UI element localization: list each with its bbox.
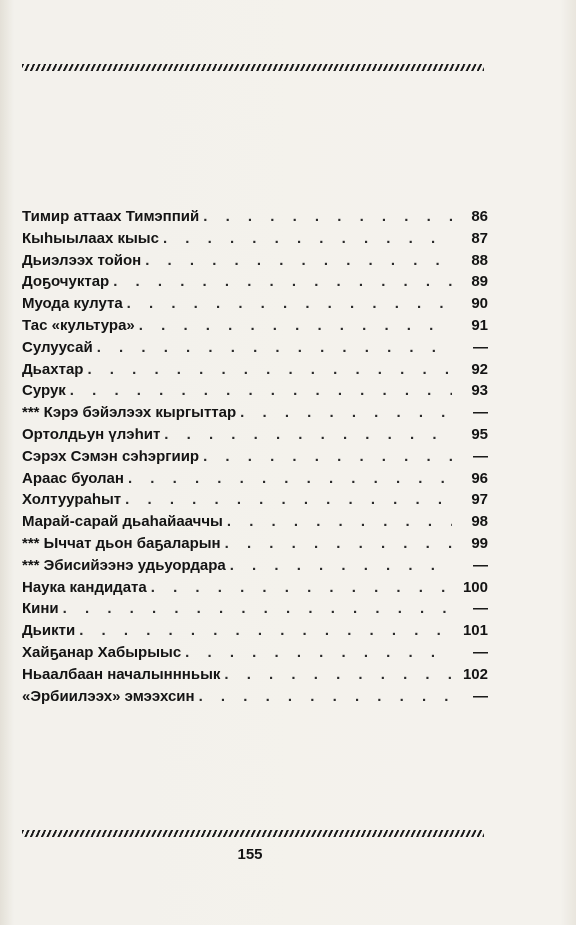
toc-entry: [22, 228, 488, 250]
toc-entry: [22, 468, 488, 490]
toc-entry-page: 101: [462, 622, 488, 640]
toc-entry-title: Наука кандидата: [22, 578, 147, 596]
toc-entry-title: Муода кулута: [22, 295, 123, 313]
dot-leader: [203, 446, 452, 468]
toc-entry-page: 102: [462, 665, 488, 683]
toc-entry-title: Дьиэлээх тойон: [22, 251, 142, 269]
toc-entry: [22, 620, 488, 642]
toc-entry-page: 97: [471, 491, 488, 509]
toc-entry: [22, 337, 488, 359]
toc-entry: [22, 424, 488, 446]
toc-entry-title: Кыһыылаах кыыс: [22, 229, 159, 247]
dot-leader: [203, 206, 452, 228]
toc-entry: [22, 402, 488, 424]
dot-leader: [151, 577, 452, 599]
toc-entry: [22, 446, 488, 468]
toc-entry-title: «Эрбиилээх» эмээхсин: [22, 687, 195, 705]
dot-leader: [63, 598, 452, 620]
dot-leader: [240, 402, 452, 424]
toc-entry-page: 95: [471, 425, 488, 443]
toc-entry-title: Марай-сарай дьаһайааччы: [22, 513, 223, 531]
top-ornamental-rule: [22, 64, 484, 71]
dot-leader: [225, 533, 452, 555]
toc-entry-title: Сулуусай: [22, 338, 93, 356]
dot-leader: [199, 686, 452, 708]
dot-leader: [145, 250, 452, 272]
dot-leader: [70, 380, 452, 402]
toc-entry-title: Тас «культура»: [22, 316, 135, 334]
toc-entry: [22, 598, 488, 620]
toc-entry-page: —: [473, 404, 488, 422]
toc-entry-title: *** Кэрэ бэйэлээх кыргыттар: [22, 404, 237, 422]
toc-entry-page: —: [473, 447, 488, 465]
dot-leader: [163, 228, 452, 250]
toc-entry: [22, 315, 488, 337]
toc-entry-title: *** Ыччат дьон баҕаларын: [22, 534, 221, 552]
toc-entry-title: Тимир аттаах Тимэппий: [22, 208, 200, 225]
toc-entry-page: 89: [471, 273, 488, 291]
toc-entry-title: *** Эбисийээнэ удьуордара: [22, 556, 226, 574]
dot-leader: [230, 555, 452, 577]
toc-entry: [22, 359, 488, 381]
toc-entry: [22, 250, 488, 272]
toc-entry-page: 90: [471, 295, 488, 313]
toc-entry: [22, 489, 488, 511]
toc-entry-page: 99: [471, 534, 488, 552]
dot-leader: [87, 359, 452, 381]
table-of-contents: [22, 206, 488, 707]
toc-entry-page: 96: [471, 469, 488, 487]
dot-leader: [127, 293, 452, 315]
toc-entry-page: 92: [471, 360, 488, 378]
toc-entry-page: —: [473, 687, 488, 705]
toc-entry-title: Хайҕанар Хабырыыс: [22, 643, 182, 661]
toc-entry-page: 86: [471, 208, 488, 225]
toc-entry-title: Дьикти: [22, 622, 76, 640]
toc-entry: [22, 271, 488, 293]
toc-entry-title: Сурук: [22, 382, 66, 400]
toc-entry-page: 88: [471, 251, 488, 269]
dot-leader: [79, 620, 452, 642]
toc-entry-title: Ортолдьун үлэһит: [22, 425, 161, 443]
toc-entry-title: Доҕочуктар: [22, 273, 110, 291]
toc-entry-title: Дьахтар: [22, 360, 84, 378]
toc-entry: [22, 533, 488, 555]
toc-entry-title: Сэрэх Сэмэн сэһэргиир: [22, 447, 200, 465]
toc-entry-title: Холтуураһыт: [22, 491, 122, 509]
toc-entry-page: —: [473, 600, 488, 618]
toc-entry-page: 98: [471, 513, 488, 531]
toc-entry: [22, 380, 488, 402]
toc-entry-page: —: [473, 556, 488, 574]
toc-entry: [22, 686, 488, 708]
dot-leader: [97, 337, 452, 359]
toc-entry-page: 93: [471, 382, 488, 400]
toc-entry: [22, 664, 488, 686]
toc-entry: [22, 642, 488, 664]
dot-leader: [227, 511, 452, 533]
toc-entry-page: —: [473, 338, 488, 356]
toc-entry-title: Ньаалбаан началыннньык: [22, 665, 221, 683]
toc-entry-page: 100: [462, 578, 488, 596]
toc-entry-page: 87: [471, 229, 488, 247]
bottom-ornamental-rule: [22, 830, 484, 837]
dot-leader: [139, 315, 452, 337]
dot-leader: [185, 642, 452, 664]
dot-leader: [128, 468, 452, 490]
toc-entry: [22, 293, 488, 315]
toc-entry-page: 91: [471, 316, 488, 334]
dot-leader: [125, 489, 452, 511]
dot-leader: [224, 664, 452, 686]
toc-entry-title: Кини: [22, 600, 59, 618]
dot-leader: [164, 424, 452, 446]
page-number: 155: [237, 846, 263, 863]
toc-entry-title: Араас буолан: [22, 469, 124, 487]
toc-entry: [22, 206, 488, 228]
toc-entry: [22, 511, 488, 533]
toc-entry-page: —: [473, 643, 488, 661]
toc-entry: [22, 555, 488, 577]
dot-leader: [113, 271, 452, 293]
toc-entry: [22, 577, 488, 599]
